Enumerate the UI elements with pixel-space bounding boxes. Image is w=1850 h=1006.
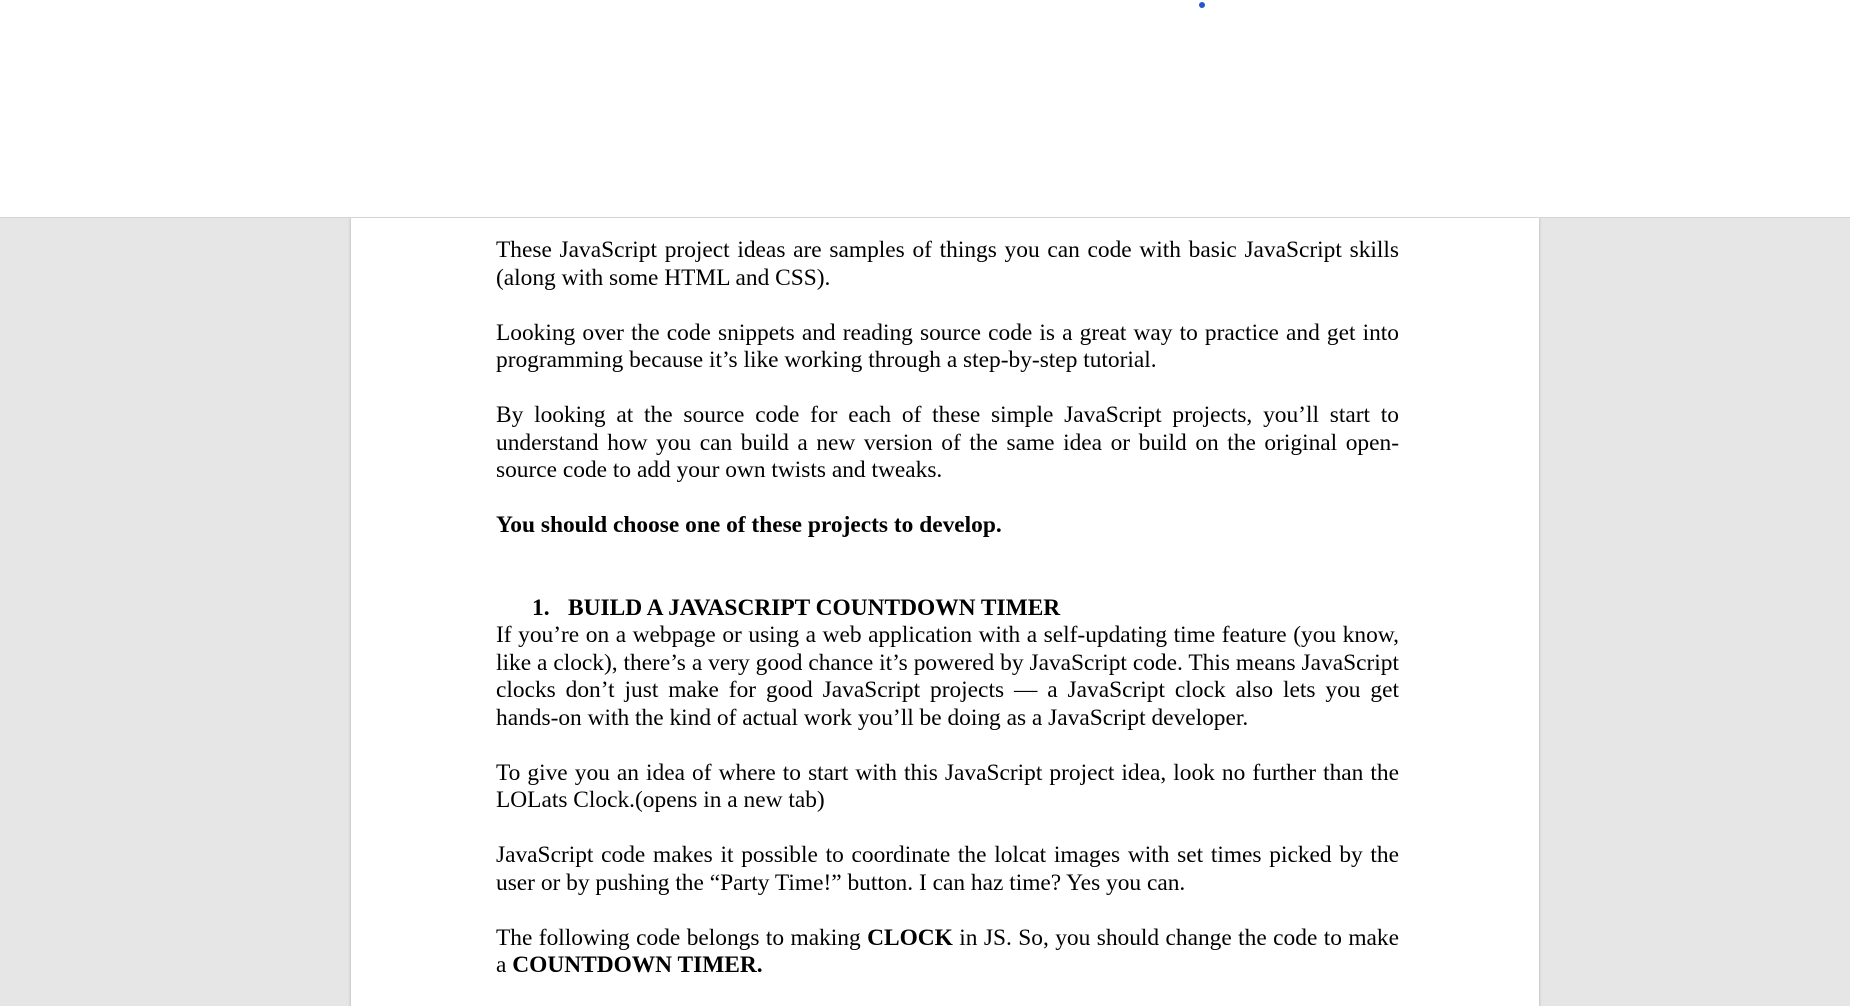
paragraph-lolcats-clock: To give you an idea of where to start with this JavaScript project idea, look no further than the LOLats Clock.(opens in a new tab) — [496, 759, 1399, 813]
cursor-dot — [1199, 2, 1205, 8]
document-viewport[interactable] — [0, 218, 1850, 1006]
paragraph-intro: These JavaScript project ideas are samples of things you can code with basic JavaScript skills (along with some HTML and CSS). — [496, 237, 1399, 291]
instructions-text-2: in JS. So, you should change the code to make a — [496, 924, 1399, 978]
paragraph-lolcat-images: JavaScript code makes it possible to coordinate the lolcat images with set times picked by the user or by pushing the “Party Time!” button. I can haz time? Yes you can. — [496, 842, 1399, 896]
page-content — [496, 237, 1399, 980]
section-heading — [496, 595, 1399, 623]
instructions-text: The following code belongs to making — [496, 924, 868, 951]
top-area — [0, 0, 1850, 218]
paragraph-clock-intro: If you’re on a webpage or using a web application with a self-updating time feature (you know, like a clock), there’s a very good chance it’s powered by JavaScript code. This means JavaScript clocks don’t just make for good JavaScript projects — a JavaScript clock also lets you get hands-on with the kind of actual work you’ll be doing as a JavaScript developer. — [496, 622, 1399, 731]
paragraph-code-snippets: Looking over the code snippets and reading source code is a great way to practice and get into programming because it’s like working through a step-by-step tutorial. — [496, 319, 1399, 373]
paragraph-instructions — [496, 925, 1399, 980]
paragraph-source-code: By looking at the source code for each of these simple JavaScript projects, you’ll start to understand how you can build a new version of the same idea or build on the original open-source code to add your own twists and tweaks. — [496, 402, 1399, 483]
instructions-timer-bold: COUNTDOWN TIMER. — [512, 952, 763, 978]
document-page[interactable] — [351, 218, 1539, 1006]
instructions-clock-bold: CLOCK — [867, 924, 953, 951]
section-number: 1. — [532, 594, 550, 621]
section-title: BUILD A JAVASCRIPT COUNTDOWN TIMER — [568, 594, 1061, 621]
paragraph-choose-project: You should choose one of these projects to develop. — [496, 512, 1002, 538]
